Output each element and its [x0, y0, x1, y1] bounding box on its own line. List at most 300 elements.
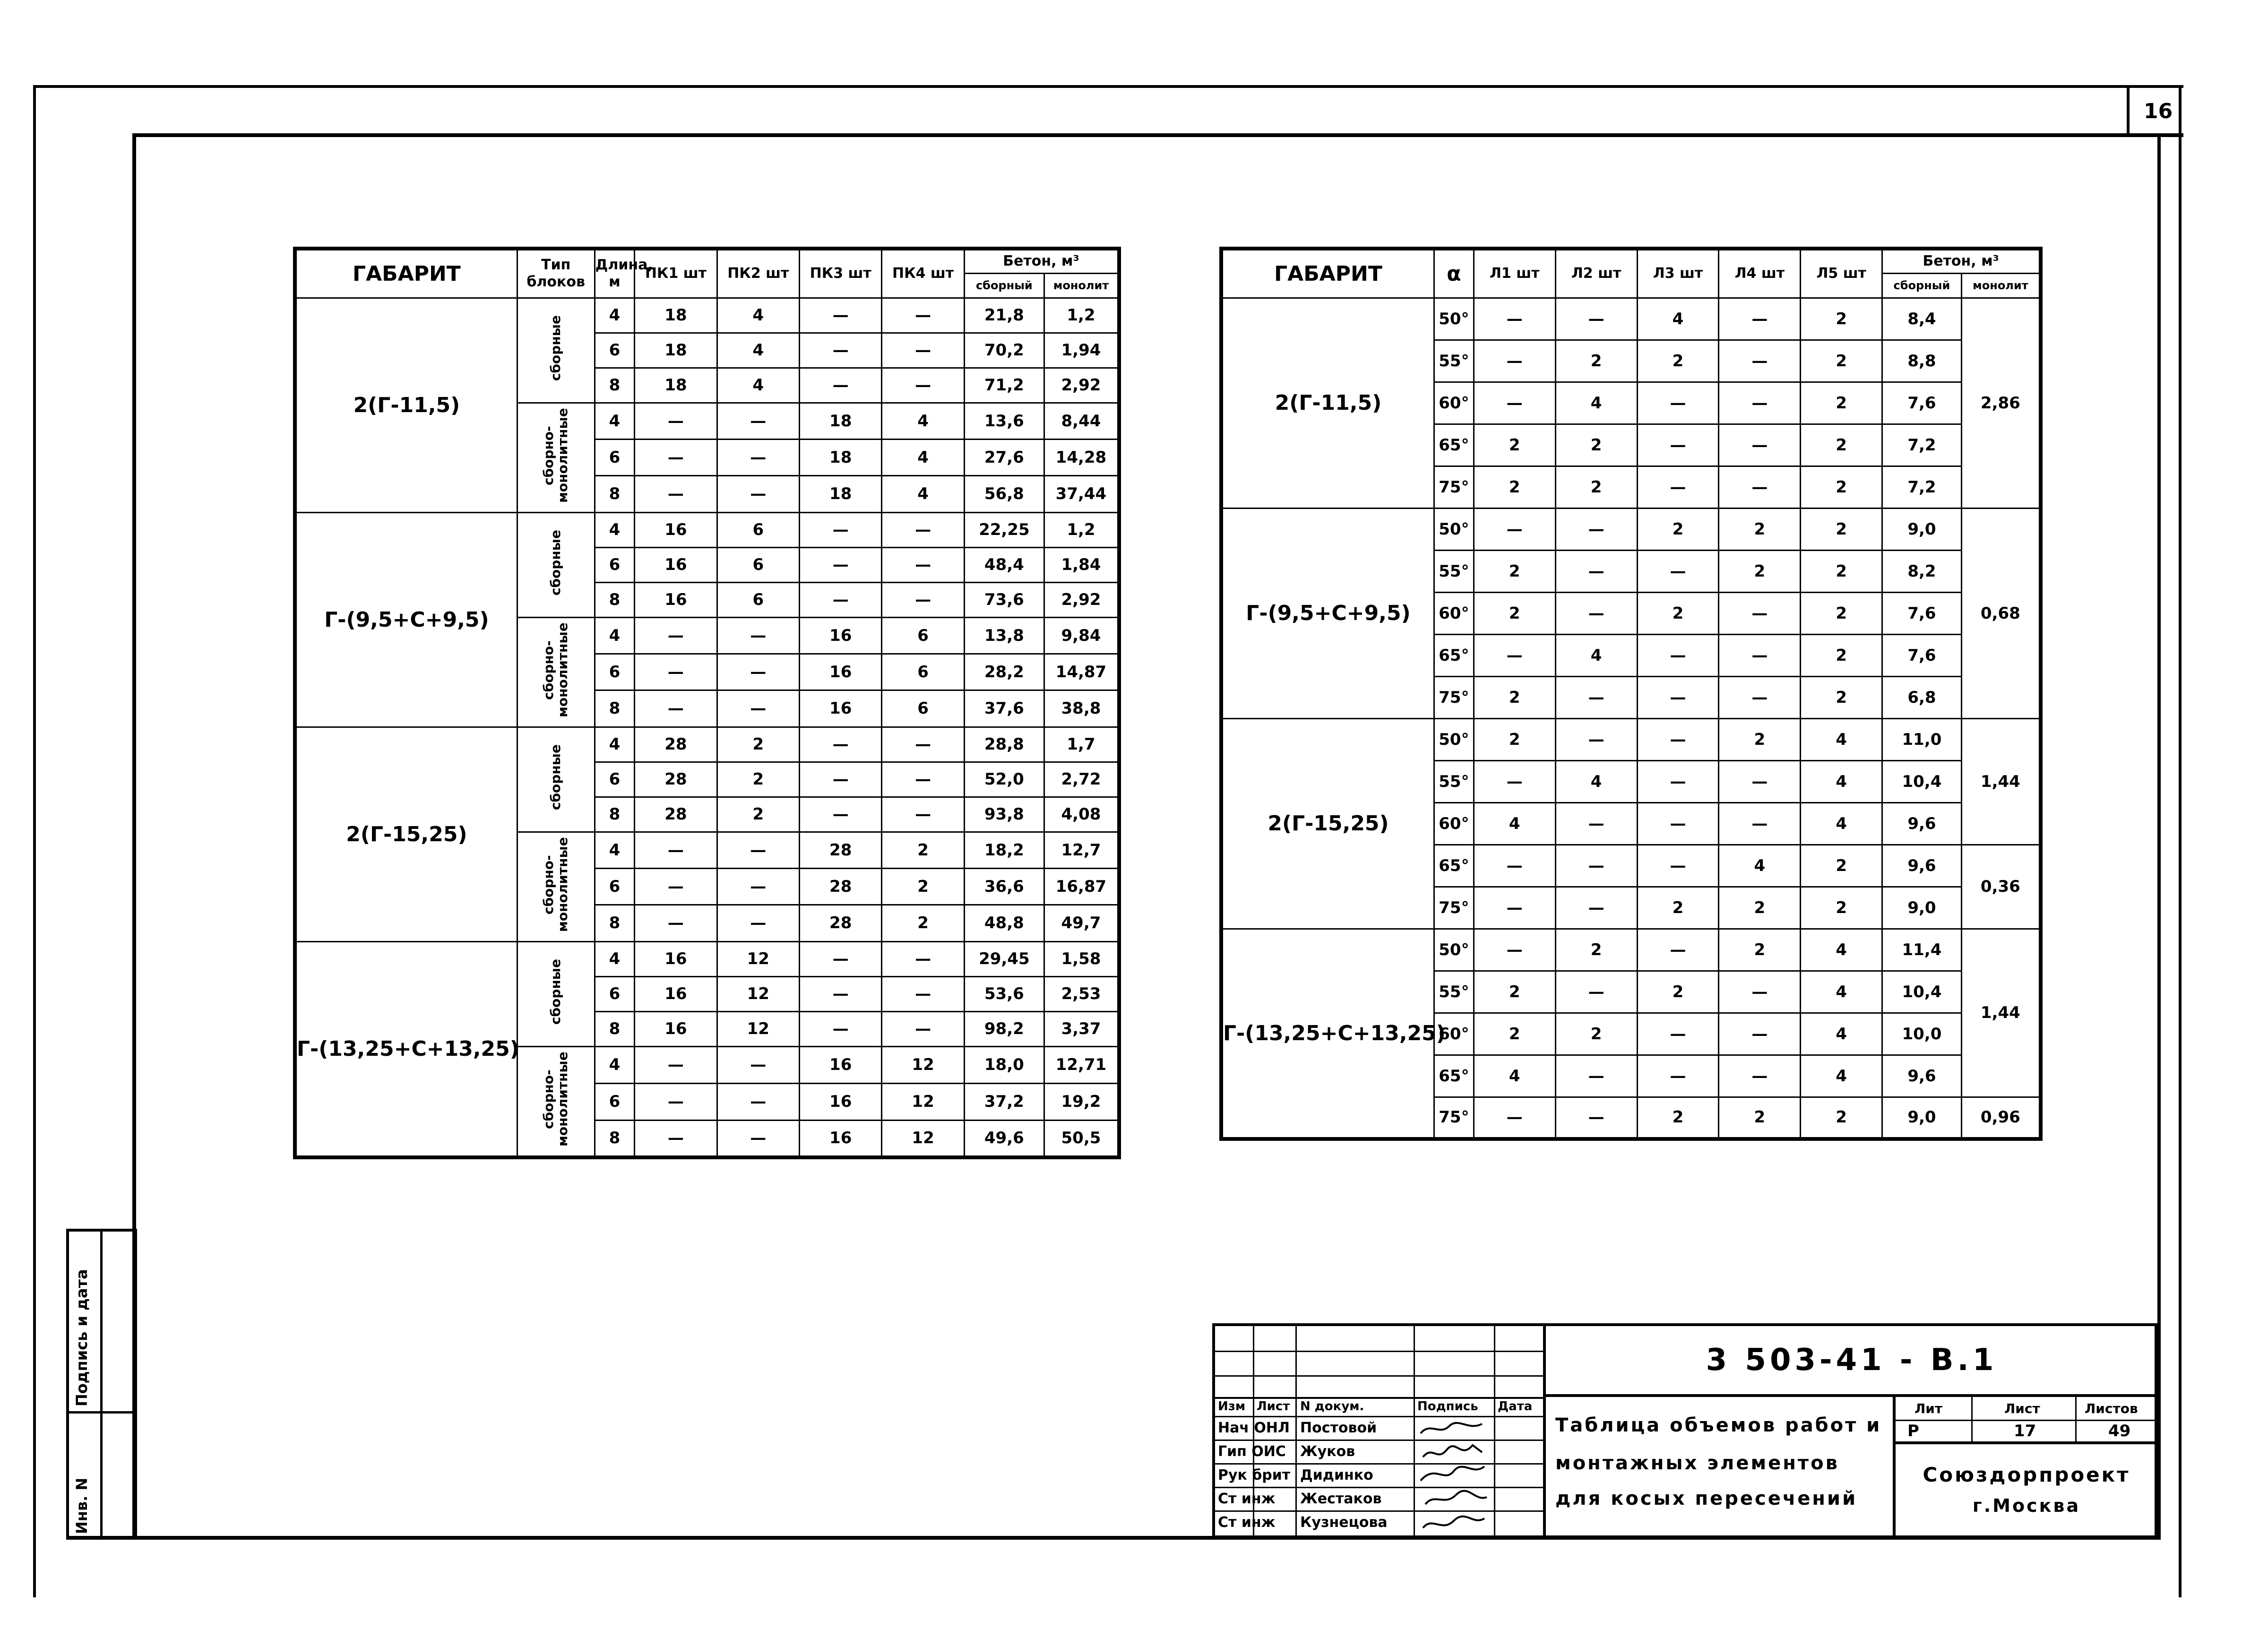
table-cell: 49,6 — [964, 1120, 1044, 1157]
table-cell: 2 — [1474, 676, 1555, 718]
table-cell: — — [717, 617, 799, 654]
table-cell: 4 — [882, 439, 964, 475]
table-cell: 2,92 — [1044, 582, 1119, 617]
left-header-monolith: монолит — [1044, 273, 1119, 298]
table-cell: 2 — [1801, 466, 1882, 508]
table-cell: 2 — [1555, 424, 1637, 466]
table-cell: 2 — [717, 797, 799, 832]
table-cell: 8 — [595, 905, 635, 941]
block-type-label: сборно-монолитные — [541, 837, 571, 932]
table-cell: 12,71 — [1044, 1046, 1119, 1083]
organization-name: Союздорпроект — [1923, 1463, 2130, 1486]
table-cell: — — [1637, 466, 1719, 508]
left-header-pk4: ПК4 шт — [882, 249, 964, 298]
tb-name-4: Жестаков — [1300, 1491, 1382, 1507]
block-type-cell — [517, 727, 595, 832]
table-cell: — — [1555, 718, 1637, 760]
table-cell: 1,2 — [1044, 298, 1119, 333]
table-row — [295, 298, 1119, 333]
table-cell: 16 — [635, 547, 717, 582]
side-stamp-inv: Инв. N — [73, 1477, 91, 1534]
table-cell: 8 — [595, 1011, 635, 1046]
right-header-l4: Л4 шт — [1719, 249, 1801, 298]
table-cell: — — [1637, 676, 1719, 718]
table-cell: 2 — [1555, 929, 1637, 971]
table-cell: 70,2 — [964, 333, 1044, 368]
table-cell: 4 — [717, 298, 799, 333]
table-cell: — — [1474, 929, 1555, 971]
table-cell: — — [1474, 887, 1555, 929]
table-cell: 2 — [1474, 971, 1555, 1013]
table-cell: 28 — [800, 905, 882, 941]
table-row — [1221, 718, 2041, 760]
table-cell: 9,0 — [1882, 508, 1962, 550]
outer-right-line — [2179, 85, 2182, 1597]
sheets-value: 49 — [2108, 1422, 2131, 1440]
table-cell: 4 — [1801, 760, 1882, 802]
table-cell: — — [635, 476, 717, 512]
table-cell: 4 — [595, 832, 635, 868]
table-cell: 38,8 — [1044, 690, 1119, 727]
table-cell: 8,44 — [1044, 403, 1119, 439]
table-cell: 16,87 — [1044, 868, 1119, 905]
table-row — [295, 512, 1119, 547]
table-cell: 2 — [1801, 508, 1882, 550]
table-cell: — — [882, 547, 964, 582]
table-cell: — — [1474, 298, 1555, 340]
table-cell: 14,28 — [1044, 439, 1119, 475]
table-cell: — — [1637, 845, 1719, 887]
table-cell: — — [717, 1083, 799, 1120]
table-cell: — — [882, 333, 964, 368]
table-cell: 2,92 — [1044, 368, 1119, 403]
table-cell: 6 — [717, 512, 799, 547]
sheet-value: 17 — [2014, 1422, 2036, 1440]
table-cell: — — [635, 403, 717, 439]
table-cell: — — [800, 368, 882, 403]
table-cell: 50° — [1434, 298, 1474, 340]
table-cell: 12 — [717, 1011, 799, 1046]
table-cell: — — [1555, 845, 1637, 887]
table-cell: 11,0 — [1882, 718, 1962, 760]
table-cell: 9,0 — [1882, 887, 1962, 929]
table-cell: 12,7 — [1044, 832, 1119, 868]
table-cell: 28 — [635, 797, 717, 832]
table-cell: 55° — [1434, 550, 1474, 592]
table-cell: 4 — [1801, 971, 1882, 1013]
table-cell: — — [635, 1120, 717, 1157]
table-cell: — — [800, 298, 882, 333]
table-cell: 28,2 — [964, 654, 1044, 690]
table-cell: 16 — [800, 1120, 882, 1157]
table-cell: — — [1555, 592, 1637, 634]
table-cell: 9,6 — [1882, 845, 1962, 887]
sheet-number: 16 — [2144, 99, 2173, 123]
table-cell: 1,58 — [1044, 941, 1119, 976]
right-header-concrete: Бетон, м³ — [1882, 249, 2041, 273]
table-cell: 6 — [595, 547, 635, 582]
table-cell: 16 — [635, 512, 717, 547]
block-type-label: сборно-монолитные — [541, 408, 571, 503]
stage-value: Р — [1907, 1422, 1919, 1440]
table-cell: 4 — [595, 727, 635, 762]
table-cell: 16 — [800, 1046, 882, 1083]
table-cell: 2 — [1637, 887, 1719, 929]
table-cell: 4 — [595, 1046, 635, 1083]
table-cell: 4 — [1555, 760, 1637, 802]
table-cell: — — [1637, 424, 1719, 466]
table-row — [1221, 298, 2041, 340]
table-cell: — — [635, 690, 717, 727]
table-cell: 75° — [1434, 1097, 1474, 1139]
table-cell: — — [1474, 382, 1555, 424]
block-type-cell — [517, 298, 595, 403]
table-cell: 2 — [1801, 634, 1882, 676]
table-cell: — — [1637, 929, 1719, 971]
table-cell: 8 — [595, 582, 635, 617]
table-cell: — — [1637, 760, 1719, 802]
monolith-cell: 1,44 — [1961, 718, 2041, 845]
table-cell: 13,8 — [964, 617, 1044, 654]
table-cell: 2,53 — [1044, 976, 1119, 1011]
table-cell: 65° — [1434, 1055, 1474, 1097]
tb-role-2: Гип ОИС — [1218, 1443, 1286, 1460]
table-cell: 56,8 — [964, 476, 1044, 512]
tb-role-1: Нач ОНЛ — [1218, 1420, 1290, 1436]
table-cell: — — [800, 797, 882, 832]
table-cell: 75° — [1434, 887, 1474, 929]
right-header-l5: Л5 шт — [1801, 249, 1882, 298]
right-header-monolith: монолит — [1961, 273, 2041, 298]
table-cell: 4 — [1801, 1055, 1882, 1097]
table-cell: 1,2 — [1044, 512, 1119, 547]
table-cell: — — [882, 762, 964, 797]
table-cell: — — [1719, 676, 1801, 718]
table-cell: — — [1719, 298, 1801, 340]
table-cell: 55° — [1434, 760, 1474, 802]
table-cell: 6 — [717, 582, 799, 617]
frame-right-line — [2157, 133, 2161, 1539]
tb-role-3: Рук брит — [1218, 1467, 1291, 1483]
table-cell: — — [1719, 340, 1801, 382]
table-cell: 2 — [882, 905, 964, 941]
table-cell: 60° — [1434, 1013, 1474, 1055]
table-cell: — — [800, 976, 882, 1011]
table-cell: 4 — [595, 298, 635, 333]
table-cell: 65° — [1434, 424, 1474, 466]
left-table-body — [295, 298, 1119, 1157]
table-cell: — — [800, 512, 882, 547]
table-cell: 2 — [1637, 971, 1719, 1013]
right-header-l2: Л2 шт — [1555, 249, 1637, 298]
monolith-cell: 2,86 — [1961, 298, 2041, 508]
block-type-cell — [517, 403, 595, 512]
table-cell: — — [717, 690, 799, 727]
table-cell: — — [882, 1011, 964, 1046]
table-cell: 7,6 — [1882, 592, 1962, 634]
table-cell: 93,8 — [964, 797, 1044, 832]
table-cell: 9,6 — [1882, 1055, 1962, 1097]
table-cell: 6 — [595, 868, 635, 905]
table-row — [295, 727, 1119, 762]
table-cell: 2 — [1474, 592, 1555, 634]
table-cell: — — [800, 762, 882, 797]
tb-name-1: Постовой — [1300, 1420, 1377, 1436]
table-cell: 28 — [635, 762, 717, 797]
table-cell: 8 — [595, 1120, 635, 1157]
block-type-label: сборные — [548, 315, 564, 381]
table-cell: — — [717, 476, 799, 512]
tb-name-3: Дидинко — [1300, 1467, 1373, 1483]
table-cell: 2 — [882, 868, 964, 905]
side-stamp — [66, 1229, 137, 1539]
table-cell: 2 — [1801, 845, 1882, 887]
block-type-label: сборные — [548, 958, 564, 1025]
table-cell: 4,08 — [1044, 797, 1119, 832]
table-row — [295, 941, 1119, 976]
table-cell: 11,4 — [1882, 929, 1962, 971]
table-cell: — — [635, 832, 717, 868]
block-type-cell — [517, 832, 595, 941]
tb-col-ndoc: N докум. — [1300, 1399, 1364, 1414]
table-cell: 12 — [882, 1083, 964, 1120]
table-cell: 16 — [800, 1083, 882, 1120]
table-cell: 18 — [635, 298, 717, 333]
table-cell: — — [1555, 676, 1637, 718]
doc-code: 3 503-41 - В.1 — [1706, 1343, 1998, 1378]
table-cell: — — [1474, 508, 1555, 550]
table-cell: 16 — [635, 976, 717, 1011]
table-cell: 2 — [1555, 1013, 1637, 1055]
table-cell: 4 — [595, 617, 635, 654]
table-cell: 18 — [635, 368, 717, 403]
table-cell: — — [1555, 1055, 1637, 1097]
table-cell: 4 — [1801, 802, 1882, 845]
table-cell: 2 — [1555, 466, 1637, 508]
table-cell: — — [882, 512, 964, 547]
table-cell: 50° — [1434, 718, 1474, 760]
table-cell: 37,44 — [1044, 476, 1119, 512]
right-volume-table — [1219, 247, 2043, 1141]
table-cell: 8 — [595, 368, 635, 403]
table-cell: 4 — [595, 403, 635, 439]
table-cell: 2 — [1474, 424, 1555, 466]
table-cell: 98,2 — [964, 1011, 1044, 1046]
table-cell: — — [1719, 382, 1801, 424]
table-cell: 2 — [1474, 1013, 1555, 1055]
table-cell: — — [717, 905, 799, 941]
tb-col-date: Дата — [1498, 1399, 1533, 1414]
table-cell: 2 — [1719, 929, 1801, 971]
table-cell: 2 — [1637, 1097, 1719, 1139]
table-cell: 8,8 — [1882, 340, 1962, 382]
table-cell: 8 — [595, 690, 635, 727]
right-header-l1: Л1 шт — [1474, 249, 1555, 298]
table-cell: — — [1637, 634, 1719, 676]
side-stamp-sign-date: Подпись и дата — [73, 1269, 91, 1406]
table-cell: 6 — [595, 1083, 635, 1120]
right-header-alpha: α — [1434, 249, 1474, 298]
drawing-title-1: Таблица объемов работ и — [1555, 1414, 1882, 1436]
table-cell: — — [800, 582, 882, 617]
organization-city: г.Москва — [1972, 1495, 2081, 1516]
table-cell: 4 — [1719, 845, 1801, 887]
table-cell: — — [882, 941, 964, 976]
table-cell: 7,6 — [1882, 382, 1962, 424]
table-cell: — — [635, 654, 717, 690]
gabarit-cell: 2(Г-11,5) — [295, 298, 517, 512]
table-cell: — — [1474, 845, 1555, 887]
table-cell: — — [1637, 718, 1719, 760]
table-cell: 75° — [1434, 466, 1474, 508]
table-cell: — — [1637, 802, 1719, 845]
table-cell: — — [1637, 1013, 1719, 1055]
block-type-cell — [517, 617, 595, 727]
table-cell: 2,72 — [1044, 762, 1119, 797]
table-cell: 10,0 — [1882, 1013, 1962, 1055]
gabarit-cell: 2(Г-11,5) — [1221, 298, 1434, 508]
table-cell: — — [882, 582, 964, 617]
gabarit-cell: 2(Г-15,25) — [295, 727, 517, 941]
table-cell: 55° — [1434, 971, 1474, 1013]
block-type-cell — [517, 1046, 595, 1157]
table-cell: 1,94 — [1044, 333, 1119, 368]
table-cell: — — [635, 905, 717, 941]
table-cell: — — [635, 617, 717, 654]
table-cell: 18 — [800, 403, 882, 439]
table-cell: 2 — [717, 727, 799, 762]
table-cell: 3,37 — [1044, 1011, 1119, 1046]
table-cell: — — [717, 832, 799, 868]
table-cell: 7,6 — [1882, 634, 1962, 676]
block-type-label: сборно-монолитные — [541, 622, 571, 717]
table-cell: 18 — [800, 476, 882, 512]
table-cell: — — [1637, 382, 1719, 424]
table-cell: 4 — [1801, 929, 1882, 971]
table-cell: 50° — [1434, 508, 1474, 550]
table-cell: 8 — [595, 476, 635, 512]
block-type-cell — [517, 941, 595, 1046]
table-cell: — — [882, 976, 964, 1011]
sheets-label: Листов — [2085, 1401, 2138, 1416]
table-cell: 52,0 — [964, 762, 1044, 797]
table-cell: 71,2 — [964, 368, 1044, 403]
gabarit-cell: 2(Г-15,25) — [1221, 718, 1434, 929]
table-cell: 2 — [1474, 718, 1555, 760]
left-header-pk2: ПК2 шт — [717, 249, 799, 298]
table-cell: — — [1719, 424, 1801, 466]
block-type-label: сборные — [548, 744, 564, 810]
table-cell: 4 — [1637, 298, 1719, 340]
gabarit-cell: Г-(9,5+С+9,5) — [1221, 508, 1434, 718]
monolith-cell: 1,44 — [1961, 929, 2041, 1097]
table-cell: 6 — [882, 617, 964, 654]
table-cell: — — [882, 368, 964, 403]
table-cell: 22,25 — [964, 512, 1044, 547]
table-cell: 65° — [1434, 634, 1474, 676]
right-header-prefab: сборный — [1882, 273, 1962, 298]
left-header-pk1: ПК1 шт — [635, 249, 717, 298]
frame-top-line — [132, 133, 2183, 137]
table-cell: — — [635, 1046, 717, 1083]
table-cell: 2 — [1719, 887, 1801, 929]
table-cell: — — [800, 547, 882, 582]
table-cell: — — [635, 868, 717, 905]
left-header-type: Тип блоков — [517, 249, 595, 298]
tb-name-5: Кузнецова — [1300, 1514, 1388, 1531]
table-cell: 6 — [595, 762, 635, 797]
table-cell: — — [1555, 802, 1637, 845]
table-cell: 4 — [1801, 1013, 1882, 1055]
table-cell: 10,4 — [1882, 760, 1962, 802]
table-cell: 18 — [635, 333, 717, 368]
table-cell: 2 — [1555, 340, 1637, 382]
table-cell: 4 — [717, 333, 799, 368]
table-cell: 2 — [1719, 508, 1801, 550]
table-cell: 4 — [1474, 802, 1555, 845]
table-cell: — — [717, 1046, 799, 1083]
sheet-number-box — [2127, 85, 2179, 137]
left-header-prefab: сборный — [964, 273, 1044, 298]
table-cell: 2 — [717, 762, 799, 797]
table-cell: 4 — [1801, 718, 1882, 760]
stage-label: Лит — [1914, 1401, 1943, 1416]
block-type-label: сборные — [548, 529, 564, 596]
right-header-l3: Л3 шт — [1637, 249, 1719, 298]
table-cell: 2 — [1719, 550, 1801, 592]
title-block — [1212, 1323, 2157, 1538]
table-cell: 37,6 — [964, 690, 1044, 727]
table-cell: 50,5 — [1044, 1120, 1119, 1157]
table-cell: 6 — [595, 976, 635, 1011]
table-cell: — — [800, 1011, 882, 1046]
table-cell: 2 — [1474, 550, 1555, 592]
gabarit-cell: Г-(9,5+С+9,5) — [295, 512, 517, 727]
table-cell: 16 — [800, 690, 882, 727]
table-cell: — — [717, 868, 799, 905]
table-cell: 6,8 — [1882, 676, 1962, 718]
table-cell: 4 — [1555, 634, 1637, 676]
tb-col-izm: Изм — [1218, 1399, 1246, 1414]
table-cell: 53,6 — [964, 976, 1044, 1011]
table-row — [1221, 508, 2041, 550]
table-cell: 4 — [595, 941, 635, 976]
table-cell: 16 — [800, 654, 882, 690]
table-cell: 2 — [1801, 424, 1882, 466]
outer-top-line — [33, 85, 2183, 88]
table-cell: 2 — [1637, 340, 1719, 382]
table-cell: 7,2 — [1882, 424, 1962, 466]
table-cell: 7,2 — [1882, 466, 1962, 508]
table-cell: 2 — [1801, 676, 1882, 718]
table-cell: — — [1719, 1055, 1801, 1097]
table-cell: — — [1555, 971, 1637, 1013]
table-cell: — — [1637, 550, 1719, 592]
table-cell: 18 — [800, 439, 882, 475]
table-cell: 16 — [635, 941, 717, 976]
left-header-concrete: Бетон, м³ — [964, 249, 1119, 273]
left-volume-table — [293, 247, 1121, 1159]
left-header-gabarit: ГАБАРИТ — [295, 249, 517, 298]
table-cell: — — [1719, 760, 1801, 802]
table-cell: — — [882, 797, 964, 832]
drawing-title-2: монтажных элементов — [1555, 1452, 1839, 1474]
table-cell: 2 — [1719, 1097, 1801, 1139]
table-cell: 12 — [882, 1120, 964, 1157]
gabarit-cell: Г-(13,25+С+13,25) — [295, 941, 517, 1157]
table-cell: 1,7 — [1044, 727, 1119, 762]
table-cell: 60° — [1434, 802, 1474, 845]
